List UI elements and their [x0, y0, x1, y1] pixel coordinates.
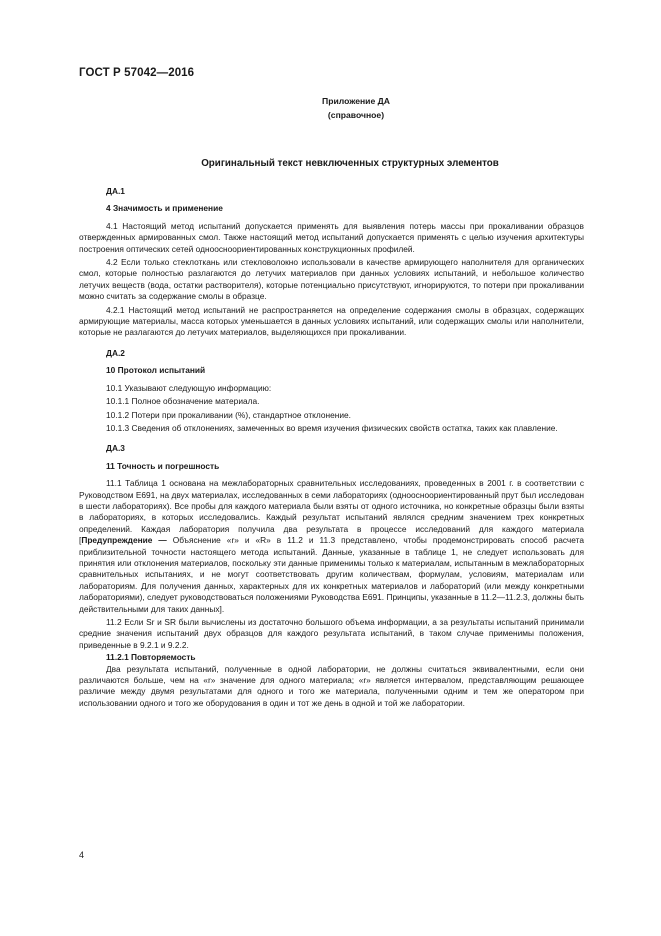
- paragraph-11-1-text: 11.1 Таблица 1 основана на межлабораторных сравнительных исследованиях, проведенных в 2001 г. в соответствии с Руководством Е691, на двух материалах, исследованных в семи лабораториях (однооснoориентированный прут был исследован в шести лабораториях). Все пробы для каждого материала были взяты от одного источника, но конкретные образцы были взяты в лабораториях, в которых исследовались. Каждый результат испытаний являлся средним значением трех конкретных определений. Каждая лаборатория получила два результата в процессе исследований для каждого материала [: [79, 478, 584, 546]
- section-label-da1: ДА.1: [106, 186, 125, 196]
- section-label-da2: ДА.2: [106, 347, 125, 358]
- warning-label: Предупреждение —: [81, 535, 167, 546]
- paragraph-11-2: 11.2 Если Sr и SR были вычислены из достаточно большого объема информации, а за результаты испытаний принимали средние значения испытаний двух образцов для каждого результата испытаний, в таком случае применимы положения, приведенные в 9.2.1 и 9.2.2.: [79, 617, 584, 650]
- paragraph-10-1-2: 10.1.2 Потери при прокаливании (%), стандартное отклонение.: [106, 409, 351, 420]
- paragraph-10-1-1: 10.1.1 Полное обозначение материала.: [106, 396, 260, 407]
- paragraph-11-2-1: Два результата испытаний, полученные в одной лаборатории, не должны считаться эквивалентными, если они различаются больше, чем на «r» значение для одного материала; «r» является интервалом, представляющим решающее различие между двумя результатами для одного и того же материала, полученными одним и тем же оператором при использовании одного и того же оборудования в один и тот же день в одной и той же лаборатории.: [79, 663, 584, 708]
- section-label-da3: ДА.3: [106, 443, 125, 454]
- appendix-heading: [304, 94, 408, 122]
- paragraph-10-1: 10.1 Указывают следующую информацию:: [106, 382, 272, 393]
- appendix-title: Оригинальный текст невключенных структурных элементов: [201, 158, 499, 169]
- paragraph-10-1-3: 10.1.3 Сведения об отклонениях, замеченных во время изучения физических свойств остатка, таких как плавление.: [106, 422, 558, 433]
- paragraph-4-2: 4.2 Если только стеклоткань или стекловолокно использовали в качестве армирующего наполнителя для органических смол, которые полностью разлагаются до летучих материалов при данных условиях испытаний, и небольшое количество летучих веществ (вода, остатки растворителя), которые потенциально присутствуют, игнорируются, то потери при прокаливании можно считать за содержание смолы в образце.: [79, 257, 584, 302]
- section-heading-11-2-1: 11.2.1 Повторяемость: [106, 652, 196, 663]
- appendix-type: (справочное): [327, 110, 385, 120]
- section-heading-10: 10 Протокол испытаний: [106, 365, 206, 376]
- appendix-label: Приложение ДА: [322, 96, 390, 106]
- section-heading-11: 11 Точность и погрешность: [106, 460, 220, 471]
- paragraph-11-1-warning-text: Объяснение «r» и «R» в 11.2 и 11.3 представлено, чтобы продемонстрировать способ расчета приблизительной точности настоящего метода испытаний. Данные, указанные в таблице 1, не следует использовать для принятия или отклонения материалов, поскольку эти данные применимы только к материалам, испытанным в межлабораторных сравнительных испытаниях, и не могут соответствовать другим количествам, формулам, условиям, материалам или лабораториям. Для получения данных, характерных для их конкретных материалов и лабораторий (или между конкретными лабораториями), следует руководствоваться положениями Руководства Е691. Принципы, указанные в 11.2—11.2.3, должны быть действительными для таких данных].: [79, 535, 584, 614]
- section-heading-4: 4 Значимость и применение: [106, 203, 223, 214]
- paragraph-4-2-1: 4.2.1 Настоящий метод испытаний не распространяется на определение содержания смолы в образцах, содержащих армирующие материалы, масса которых уменьшается в данных условиях испытаний, или содержащих смолы или наполнители, которые не разлагаются до летучих материалов, выделяющихся при прокаливании.: [79, 304, 584, 338]
- document-header: ГОСТ Р 57042—2016: [79, 67, 195, 79]
- paragraph-11-1: [79, 478, 584, 615]
- document-body: [79, 180, 584, 709]
- page-number: 4: [79, 850, 85, 860]
- paragraph-4-1: 4.1 Настоящий метод испытаний допускается применять для выявления потерь массы при прокаливании образцов отвержденных армированных смол. Также настоящий метод испытаний допускается применять с целью изучения архитектуры построения оптических сетей однооснoориентированных конструкционных профилей.: [79, 220, 584, 254]
